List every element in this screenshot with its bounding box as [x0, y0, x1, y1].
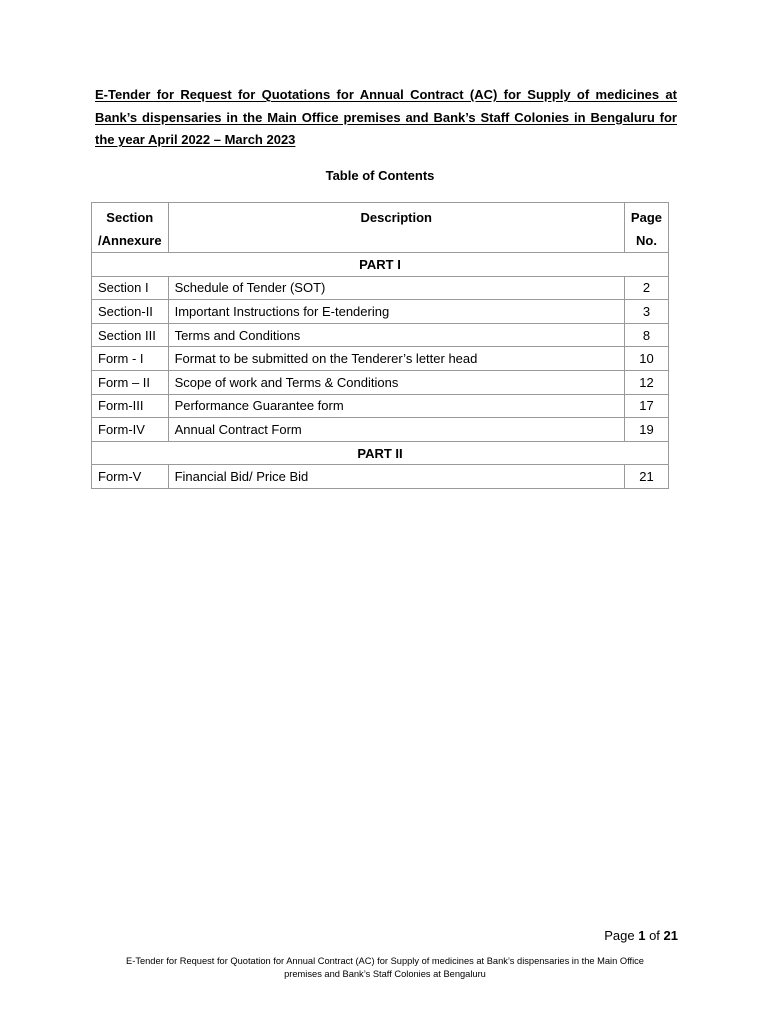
page-footer — [85, 955, 685, 981]
header-page-line1: Page — [630, 210, 662, 225]
row-section: Form-IV — [92, 418, 169, 442]
row-page: 12 — [624, 370, 668, 394]
part-1-label: PART I — [92, 253, 669, 277]
row-description: Scope of work and Terms & Conditions — [168, 370, 624, 394]
row-page: 2 — [624, 276, 668, 300]
row-description: Performance Guarantee form — [168, 394, 624, 418]
row-page: 8 — [624, 323, 668, 347]
row-page: 21 — [624, 465, 668, 489]
row-description: Format to be submitted on the Tenderer’s letter head — [168, 347, 624, 371]
table-row — [92, 276, 669, 300]
table-row — [92, 394, 669, 418]
part-row — [92, 441, 669, 465]
part-row — [92, 253, 669, 277]
toc-heading: Table of Contents — [325, 168, 435, 183]
row-description: Financial Bid/ Price Bid — [168, 465, 624, 489]
row-page: 17 — [624, 394, 668, 418]
header-section-line2: /Annexure — [98, 233, 162, 248]
row-section: Section-II — [92, 300, 169, 324]
header-section-line1: Section — [106, 210, 154, 225]
header-page — [624, 203, 668, 253]
page-current: 1 — [638, 928, 646, 943]
toc-header-row — [92, 203, 669, 253]
row-page: 19 — [624, 418, 668, 442]
table-row — [92, 300, 669, 324]
row-section: Form-V — [92, 465, 169, 489]
table-row — [92, 370, 669, 394]
table-row — [92, 418, 669, 442]
row-page: 10 — [624, 347, 668, 371]
toc-table — [91, 202, 669, 489]
row-description: Schedule of Tender (SOT) — [168, 276, 624, 300]
page-of: of — [649, 928, 660, 943]
row-section: Form - I — [92, 347, 169, 371]
part-2-label: PART II — [92, 441, 669, 465]
page-total: 21 — [663, 928, 678, 943]
header-page-line2: No. — [635, 233, 657, 248]
row-section: Section III — [92, 323, 169, 347]
row-section: Section I — [92, 276, 169, 300]
table-row — [92, 465, 669, 489]
page-prefix: Page — [604, 928, 635, 943]
table-row — [92, 347, 669, 371]
row-section: Form-III — [92, 394, 169, 418]
footer-line2: premises and Bank’s Staff Colonies at Bengaluru — [284, 969, 486, 979]
row-description: Annual Contract Form — [168, 418, 624, 442]
row-description: Important Instructions for E-tendering — [168, 300, 624, 324]
page-number — [604, 928, 678, 943]
document-title: E-Tender for Request for Quotations for Annual Contract (AC) for Supply of medicines at Bank’s dispensaries in the Main Office premises and Bank’s Staff Colonies in Bengaluru for the year April 2022 – March 2023 — [95, 87, 677, 147]
header-description: Description — [168, 203, 624, 253]
header-section — [92, 203, 169, 253]
footer-line1: E-Tender for Request for Quotation for Annual Contract (AC) for Supply of medicines at Bank’s dispensaries in the Main Office — [126, 956, 644, 966]
row-page: 3 — [624, 300, 668, 324]
row-section: Form – II — [92, 370, 169, 394]
table-row — [92, 323, 669, 347]
row-description: Terms and Conditions — [168, 323, 624, 347]
